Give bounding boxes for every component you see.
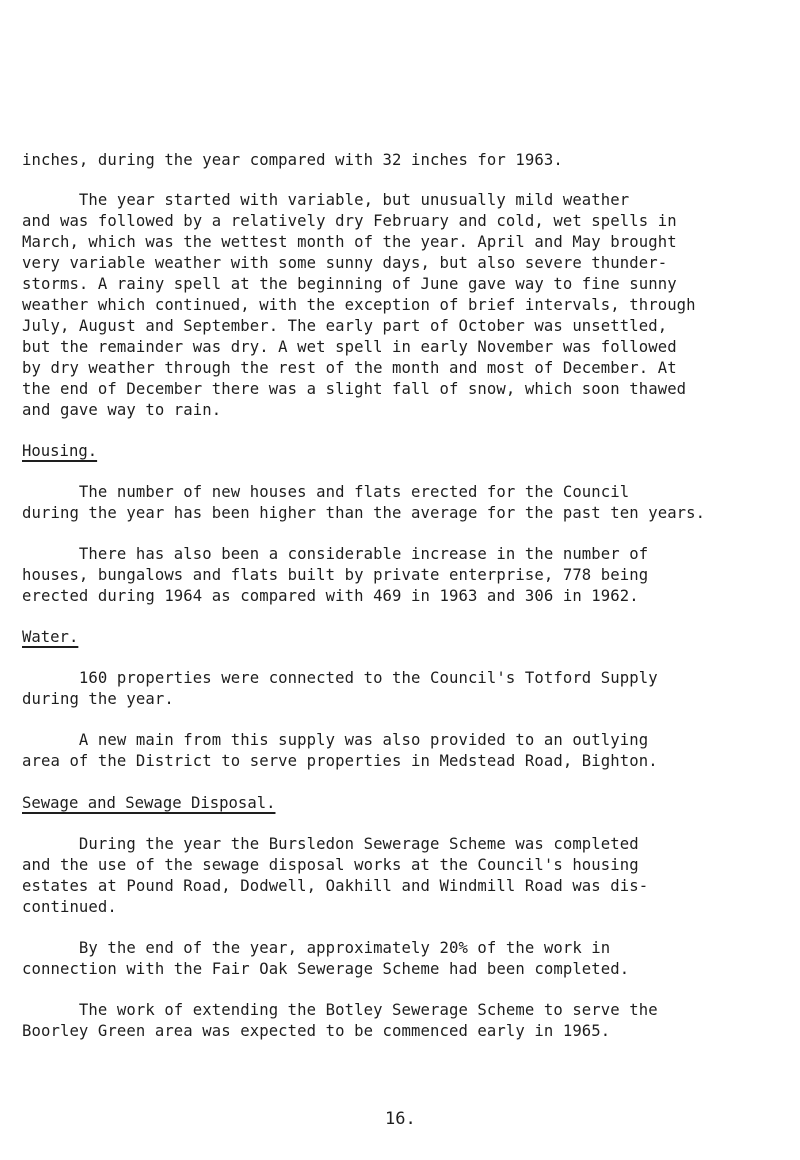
sewage-line: connection with the Fair Oak Sewerage Scheme had been completed.	[22, 960, 630, 978]
weather-line: weather which continued, with the exception of brief intervals, through	[22, 296, 696, 314]
weather-line: July, August and September. The early part of October was unsettled,	[22, 317, 668, 335]
sewage-line: estates at Pound Road, Dodwell, Oakhill and Windmill Road was dis-	[22, 877, 649, 895]
weather-line: March, which was the wettest month of the year. April and May brought	[22, 233, 677, 251]
housing-heading: Housing.	[22, 442, 98, 460]
sewage-line: By the end of the year, approximately 20% of the work in	[22, 939, 611, 957]
sewage-line: continued.	[22, 898, 117, 916]
housing-line: houses, bungalows and flats built by private enterprise, 778 being	[22, 566, 649, 584]
water-line: during the year.	[22, 690, 174, 708]
water-heading: Water.	[22, 628, 79, 646]
water-line: A new main from this supply was also provided to an outlying	[22, 731, 649, 749]
housing-line: There has also been a considerable increase in the number of	[22, 545, 649, 563]
weather-line: very variable weather with some sunny days, but also severe thunder-	[22, 254, 668, 272]
sewage-line: The work of extending the Botley Sewerage Scheme to serve the	[22, 1001, 658, 1019]
sewage-line: Boorley Green area was expected to be commenced early in 1965.	[22, 1022, 611, 1040]
housing-line: during the year has been higher than the average for the past ten years.	[22, 504, 706, 522]
intro-line: inches, during the year compared with 32 inches for 1963.	[22, 151, 563, 169]
water-line: area of the District to serve properties in Medstead Road, Bighton.	[22, 752, 658, 770]
weather-line: The year started with variable, but unusually mild weather	[22, 191, 630, 209]
weather-line: storms. A rainy spell at the beginning of June gave way to fine sunny	[22, 275, 677, 293]
page-number: 16.	[385, 1109, 416, 1129]
sewage-line: and the use of the sewage disposal works at the Council's housing	[22, 856, 639, 874]
sewage-heading: Sewage and Sewage Disposal.	[22, 794, 276, 812]
weather-line: by dry weather through the rest of the month and most of December. At	[22, 359, 677, 377]
weather-line: and gave way to rain.	[22, 401, 222, 419]
housing-line: The number of new houses and flats erected for the Council	[22, 483, 630, 501]
housing-line: erected during 1964 as compared with 469 in 1963 and 306 in 1962.	[22, 587, 639, 605]
weather-line: and was followed by a relatively dry February and cold, wet spells in	[22, 212, 677, 230]
sewage-line: During the year the Bursledon Sewerage Scheme was completed	[22, 835, 639, 853]
weather-line: the end of December there was a slight fall of snow, which soon thawed	[22, 380, 687, 398]
weather-line: but the remainder was dry. A wet spell in early November was followed	[22, 338, 677, 356]
water-line: 160 properties were connected to the Council's Totford Supply	[22, 669, 658, 687]
